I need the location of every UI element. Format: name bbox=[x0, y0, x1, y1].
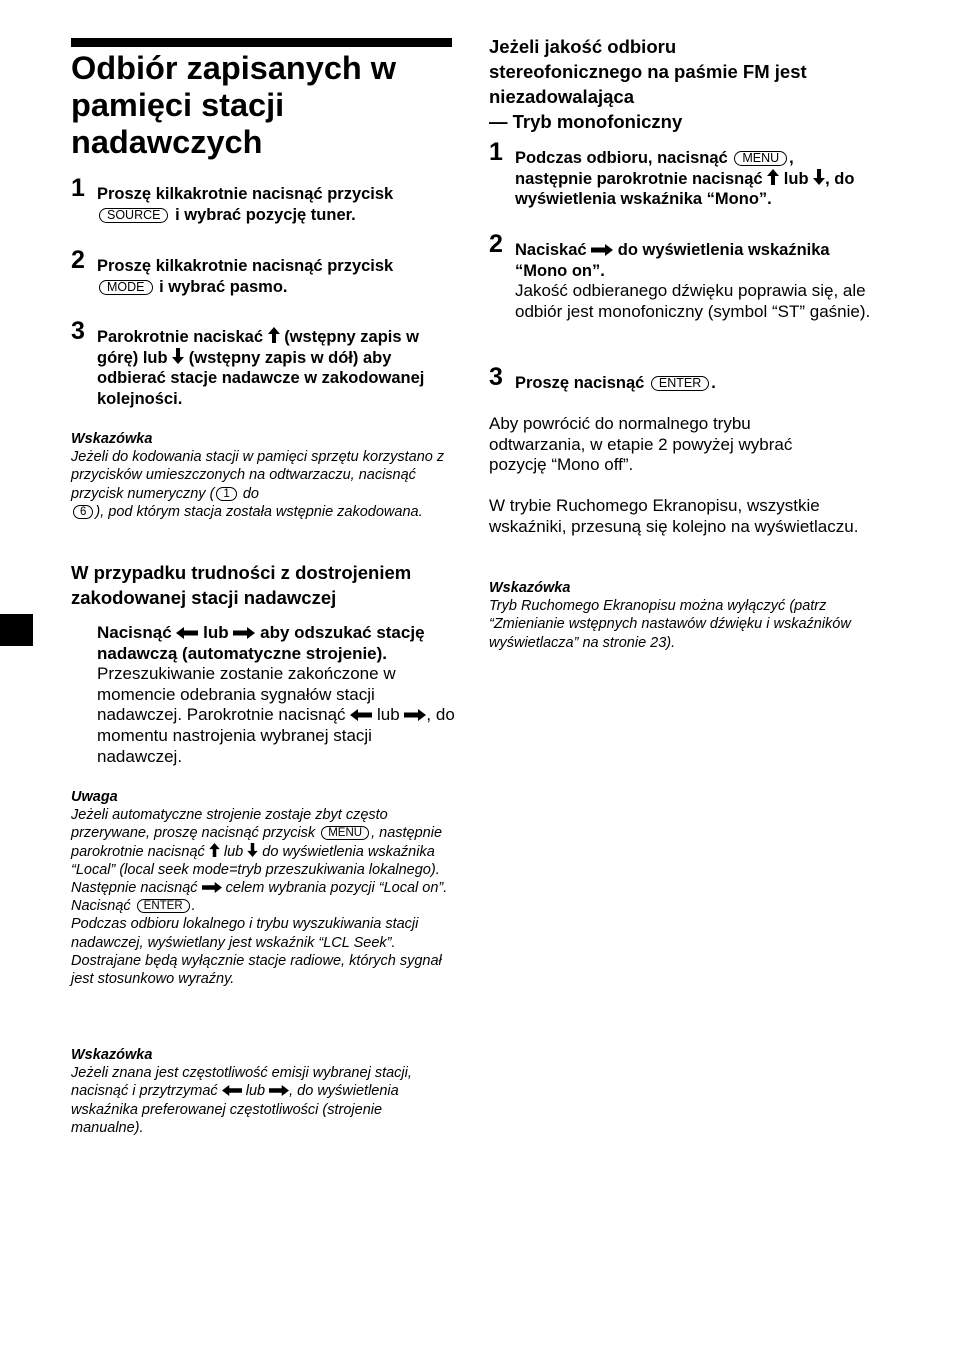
section-subheading: W przypadku trudności z dostrojeniem zakodowanej stacji nadawczej bbox=[71, 562, 412, 608]
right-step-3 bbox=[489, 363, 875, 394]
right-arrow-icon bbox=[202, 882, 222, 893]
page-title: Odbiór zapisanych w pamięci stacji nadawczych bbox=[71, 50, 397, 160]
section-tab bbox=[0, 614, 33, 646]
tip-note-1 bbox=[71, 430, 452, 521]
left-step-1 bbox=[71, 174, 452, 225]
step-text: . bbox=[711, 374, 716, 392]
note-text: lub bbox=[245, 1083, 266, 1100]
search-text: aby odszukać stację nadawczą (automatyczne strojenie). bbox=[97, 623, 425, 663]
step-text: (wstępny zapis w dół) aby odbierać stacje nadawcze w zakodowanej kolejności. bbox=[97, 348, 425, 408]
up-arrow-icon bbox=[268, 327, 280, 343]
left-arrow-icon bbox=[176, 627, 198, 639]
note-text: celem wybrania pozycji “Local on”. Nacisnąć bbox=[71, 880, 448, 915]
down-arrow-icon bbox=[813, 169, 825, 185]
note-heading: Wskazówka bbox=[489, 580, 571, 596]
heading-line: niezadowalająca bbox=[489, 86, 634, 107]
left-arrow-icon bbox=[350, 709, 372, 721]
search-text: Przeszukiwanie zostanie zakończone w momencie odebrania sygnałów stacji nadawczej. Parokrotnie nacisnąć bbox=[97, 664, 396, 725]
key-1: 1 bbox=[216, 487, 236, 501]
left-step-2 bbox=[71, 246, 452, 297]
step-text: , do wyświetlenia wskaźnika “Mono”. bbox=[515, 169, 855, 209]
search-instructions bbox=[97, 623, 455, 767]
enter-key: ENTER bbox=[137, 899, 190, 913]
heading-line: — Tryb monofoniczny bbox=[489, 111, 683, 132]
mono-off-paragraph: Aby powrócić do normalnego trybu odtwarzania, w etapie 2 powyżej wybrać pozycję “Mono off”. bbox=[489, 414, 793, 475]
search-text: lub bbox=[377, 705, 400, 725]
title-rule bbox=[71, 38, 452, 47]
step-text: i wybrać pozycję tuner. bbox=[175, 205, 356, 224]
key-6: 6 bbox=[73, 505, 93, 519]
search-text: , do momentu nastrojenia wybranej stacji nadawczej. bbox=[97, 705, 455, 766]
down-arrow-icon bbox=[247, 843, 258, 857]
step-text: Proszę nacisnąć bbox=[515, 374, 645, 392]
step-text: Proszę kilkakrotnie nacisnąć przycisk bbox=[97, 257, 394, 275]
step-text: Podczas odbioru, nacisnąć bbox=[515, 149, 728, 167]
step-text: lub bbox=[783, 169, 809, 188]
step-number: 3 bbox=[71, 317, 85, 345]
search-text: Nacisnąć bbox=[97, 623, 172, 642]
step-text: Naciskać bbox=[515, 241, 587, 259]
heading-line: Jeżeli jakość odbioru bbox=[489, 36, 677, 57]
tip-note-2 bbox=[71, 1046, 452, 1137]
note-text: Podczas odbioru lokalnego i trybu wyszukiwania stacji nadawczej, wyświetlany jest wskaźnik “LCL Seek”. bbox=[71, 916, 419, 951]
note-heading: Wskazówka bbox=[71, 1047, 153, 1063]
heading-line: stereofonicznego na paśmie FM jest bbox=[489, 61, 807, 82]
step-text: , następnie parokrotnie nacisnąć bbox=[515, 149, 794, 188]
note-text: do wyświetlenia wskaźnika “Local” (local seek mode=tryb przeszukiwania lokalnego). Następnie nacisnąć bbox=[71, 843, 440, 897]
step-number: 2 bbox=[489, 230, 503, 258]
note-text: Jeżeli znana jest częstotliwość emisji wybranej stacji, nacisnąć i przytrzymać bbox=[71, 1065, 412, 1100]
right-arrow-icon bbox=[269, 1085, 289, 1096]
enter-key: ENTER bbox=[651, 376, 709, 391]
step-text: Parokrotnie naciskać bbox=[97, 328, 263, 346]
menu-key: MENU bbox=[734, 151, 787, 166]
right-arrow-icon bbox=[404, 709, 426, 721]
note-heading: Wskazówka bbox=[71, 431, 153, 447]
down-arrow-icon bbox=[172, 348, 184, 364]
step-text: Proszę kilkakrotnie nacisnąć przycisk bbox=[97, 185, 394, 203]
right-arrow-icon bbox=[233, 627, 255, 639]
right-step-2 bbox=[489, 230, 875, 322]
right-arrow-icon bbox=[591, 244, 613, 256]
step-text: do wyświetlenia wskaźnika “Mono on”. bbox=[515, 241, 830, 280]
tip-note-3 bbox=[489, 579, 874, 652]
warning-note bbox=[71, 788, 452, 988]
up-arrow-icon bbox=[209, 843, 220, 857]
step-number: 2 bbox=[71, 246, 85, 274]
source-key: SOURCE bbox=[99, 208, 168, 223]
step-text: (wstępny zapis w górę) lub bbox=[97, 328, 419, 367]
note-text: Dostrajane będą wyłącznie stacje radiowe, których sygnał jest stosunkowo wyraźny. bbox=[71, 952, 442, 988]
note-text: do bbox=[242, 485, 259, 502]
mode-key: MODE bbox=[99, 280, 153, 295]
note-text: , do wyświetlenia wskaźnika preferowanej częstotliwości (strojenie manualne). bbox=[71, 1083, 399, 1136]
note-text: . bbox=[191, 898, 196, 915]
step-text: Jakość odbieranego dźwięku poprawia się, ale odbiór jest monofoniczny (symbol “ST” gaśnie). bbox=[515, 281, 871, 321]
search-text: lub bbox=[203, 623, 229, 642]
note-text: , następnie parokrotnie nacisnąć bbox=[71, 825, 443, 860]
up-arrow-icon bbox=[767, 169, 779, 185]
right-step-1 bbox=[489, 138, 875, 210]
step-number: 1 bbox=[71, 174, 85, 202]
left-arrow-icon bbox=[222, 1085, 242, 1096]
note-heading: Uwaga bbox=[71, 789, 118, 805]
step-number: 1 bbox=[489, 138, 503, 166]
note-text: lub bbox=[223, 843, 244, 860]
scroll-paragraph: W trybie Ruchomego Ekranopisu, wszystkie wskaźniki, przesuną się kolejno na wyświetlaczu. bbox=[489, 496, 859, 536]
note-text: Tryb Ruchomego Ekranopisu można wyłączyć (patrz “Zmienianie wstępnych nastawów dźwięku i wskaźników wyświetlacza” na stronie 23). bbox=[489, 598, 851, 651]
step-text: i wybrać pasmo. bbox=[159, 277, 288, 296]
note-text: Jeżeli do kodowania stacji w pamięci sprzętu korzystano z przycisków umieszczonych na odtwarzaczu, nacisnąć przycisk numeryczny ( bbox=[71, 449, 445, 502]
mono-heading bbox=[489, 34, 879, 134]
menu-key: MENU bbox=[321, 826, 369, 840]
note-text: ), pod którym stacja została wstępnie zakodowana. bbox=[95, 503, 423, 520]
note-text: Jeżeli automatyczne strojenie zostaje zbyt często przerywane, proszę nacisnąć przycisk bbox=[71, 807, 388, 842]
left-step-3 bbox=[71, 317, 447, 409]
step-number: 3 bbox=[489, 363, 503, 391]
